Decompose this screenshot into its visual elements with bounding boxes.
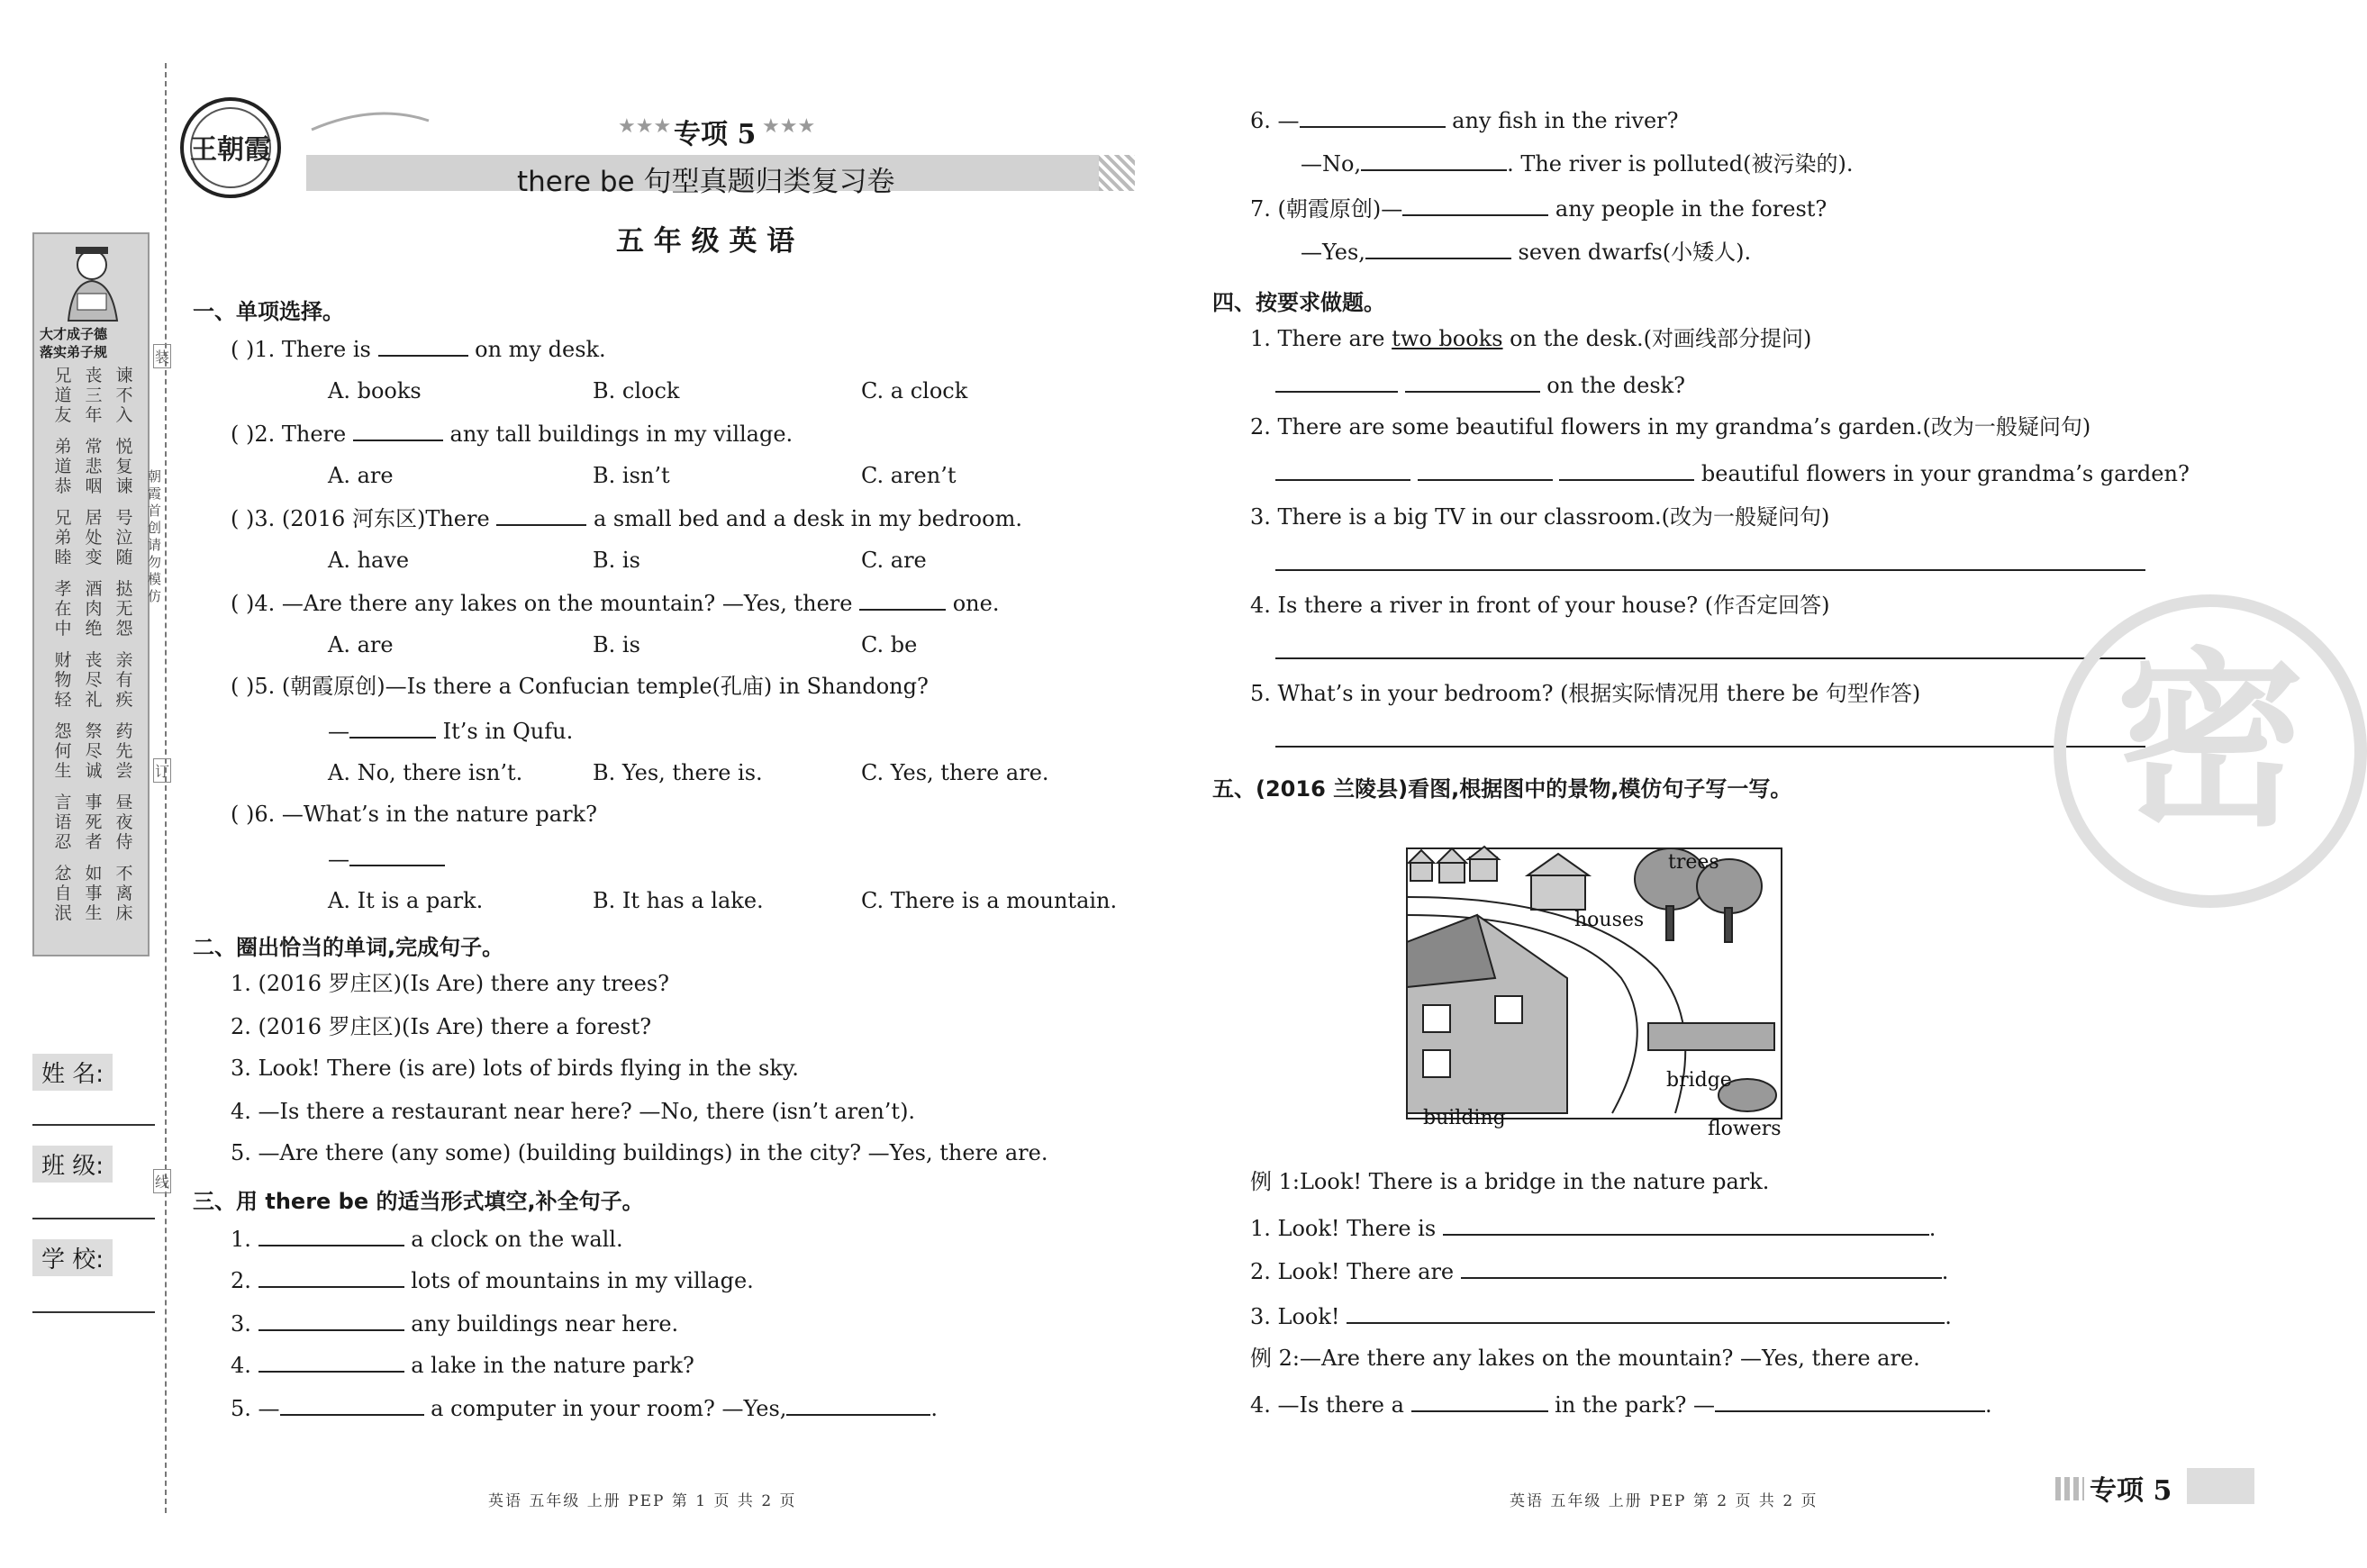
verse-char: 丧 <box>85 366 103 385</box>
p3-q6-answer: —No, . The river is polluted(被污染的). <box>1301 151 1854 177</box>
p4-q2-blank-3[interactable] <box>1559 461 1694 481</box>
school-label: 学 校: <box>32 1239 113 1276</box>
p3-q5-blank-2[interactable] <box>786 1396 930 1416</box>
verse-char: 挞 <box>115 579 133 599</box>
label-flowers: flowers <box>1708 1118 1782 1140</box>
verse-char: 咽 <box>85 476 103 496</box>
p4-q1-underlined: two books <box>1392 326 1503 351</box>
p1-q4-opt-c[interactable]: C. be <box>861 632 918 657</box>
verse-char: 睦 <box>54 548 72 567</box>
verse-char: 道 <box>54 385 72 405</box>
page-subtitle: 五 年 级 英 语 <box>616 225 795 258</box>
p3-q5: 5. — a computer in your room? —Yes, . <box>231 1396 939 1421</box>
verse-char: 自 <box>54 884 72 903</box>
verse-char: 孝 <box>54 579 72 599</box>
p4-q1-answer: on the desk? <box>1275 373 1685 396</box>
verse-char: 夜 <box>115 812 133 832</box>
p4-q5: 5. What’s in your bedroom? (根据实际情况用 there be 句型作答) <box>1250 681 1921 706</box>
footer-corner-band <box>2187 1468 2254 1504</box>
label-building: building <box>1423 1107 1506 1129</box>
part1-title: 一、单项选择。 <box>193 299 344 324</box>
p1-q5-blank[interactable] <box>349 719 436 739</box>
p4-q2: 2. There are some beautiful flowers in my grandma’s garden.(改为一般疑问句) <box>1250 414 2091 440</box>
verse-char: 在 <box>54 599 72 619</box>
verse-char: 尽 <box>85 670 103 690</box>
p1-q4: ( )4. —Are there any lakes on the mountain? —Yes, there one. <box>231 591 1000 616</box>
p5-q2: 2. Look! There are . <box>1250 1259 1949 1284</box>
p1-q3-opt-a[interactable]: A. have <box>328 548 410 573</box>
p1-q5-opt-b[interactable]: B. Yes, there is. <box>593 760 763 785</box>
p1-q3-opt-c[interactable]: C. are <box>861 548 927 573</box>
class-label: 班 级: <box>32 1146 113 1183</box>
verse-char: 疾 <box>115 690 133 710</box>
verse-char: 有 <box>115 670 133 690</box>
verse-char: 药 <box>115 721 133 741</box>
p1-q4-opt-b[interactable]: B. is <box>593 632 640 657</box>
p1-q1-opt-b[interactable]: B. clock <box>593 378 680 403</box>
p1-q5-opt-a[interactable]: A. No, there isn’t. <box>328 760 523 785</box>
binding-mark-3: 线 <box>153 1169 171 1193</box>
verse-char: 道 <box>54 457 72 476</box>
verse-11 <box>85 579 103 639</box>
verse-12 <box>115 579 133 639</box>
p1-q1: ( )1. There is on my desk. <box>231 337 606 362</box>
p1-q5: ( )5. (朝霞原创)—Is there a Confucian temple(孔庙) in Shandong? <box>231 674 929 699</box>
verse-char: 事 <box>85 793 103 812</box>
verse-char: 居 <box>85 508 103 528</box>
p4-q2-blank-2[interactable] <box>1418 461 1553 481</box>
verse-22 <box>54 864 72 923</box>
verse-char: 诚 <box>85 761 103 781</box>
p5-q4: 4. —Is there a in the park? — . <box>1250 1392 1992 1418</box>
part5-title: 五、(2016 兰陵县)看图,根据图中的景物,模仿句子写一写。 <box>1212 776 1792 802</box>
p1-q5-line2: — It’s in Qufu. <box>328 719 574 744</box>
verse-char: 事 <box>85 884 103 903</box>
verse-char: 离 <box>115 884 133 903</box>
p4-q1: 1. There are two books on the desk.(对画线部分提问) <box>1250 326 1812 351</box>
verse-char: 言 <box>54 793 72 812</box>
p3-q2-blank[interactable] <box>258 1268 404 1288</box>
p1-q2-opt-a[interactable]: A. are <box>328 463 394 488</box>
verse-20 <box>85 793 103 852</box>
p5-example1: 例 1:Look! There is a bridge in the nature park. <box>1250 1169 1770 1194</box>
verse-char: 亲 <box>115 650 133 670</box>
motto-line-1: 大才成子德 <box>40 326 108 342</box>
p3-q6: 6. — any fish in the river? <box>1250 108 1679 133</box>
verse-char: 者 <box>85 832 103 852</box>
p3-q4: 4. a lake in the nature park? <box>231 1353 694 1378</box>
verse-char: 中 <box>54 619 72 639</box>
name-field[interactable] <box>32 1124 155 1126</box>
verse-char: 财 <box>54 650 72 670</box>
p3-q7-answer-blank[interactable] <box>1365 240 1511 259</box>
verse-char: 谏 <box>115 366 133 385</box>
verse-8 <box>85 508 103 567</box>
label-trees: trees <box>1668 851 1719 874</box>
scholar-figure-icon <box>36 238 146 328</box>
part3-title: 三、用 there be 的适当形式填空,补全句子。 <box>193 1189 644 1214</box>
p5-q4-blank-1[interactable] <box>1411 1392 1548 1412</box>
verse-char: 丧 <box>85 650 103 670</box>
p2-q2[interactable]: 2. (2016 罗庄区)(Is Are) there a forest? <box>231 1014 652 1039</box>
verse-21 <box>115 793 133 852</box>
p2-q1[interactable]: 1. (2016 罗庄区)(Is Are) there any trees? <box>231 971 670 996</box>
verse-9 <box>115 508 133 567</box>
p4-q1-blank-2[interactable] <box>1405 373 1540 393</box>
verse-char: 祭 <box>85 721 103 741</box>
verse-char: 先 <box>115 741 133 761</box>
p1-q5-opt-c[interactable]: C. Yes, there are. <box>861 760 1049 785</box>
verse-14 <box>85 650 103 710</box>
p5-q2-blank[interactable] <box>1461 1259 1942 1279</box>
verse-char: 忿 <box>54 864 72 884</box>
verse-char: 如 <box>85 864 103 884</box>
p3-q6-answer-blank[interactable] <box>1361 151 1507 171</box>
verse-13 <box>54 650 72 710</box>
verse-1 <box>54 366 72 425</box>
verse-char: 变 <box>85 548 103 567</box>
p1-q2-opt-b[interactable]: B. isn’t <box>593 463 670 488</box>
copyright-notice: 朝霞首创 请勿模仿 <box>148 468 162 604</box>
stars-left: ★★★ <box>618 115 672 138</box>
p1-q6-line2: — <box>328 847 445 870</box>
verse-char: 弟 <box>54 437 72 457</box>
verse-char: 处 <box>85 528 103 548</box>
binding-mark-2: 订 <box>153 758 171 783</box>
verse-char: 死 <box>85 812 103 832</box>
binding-mark-1: 装 <box>153 344 171 368</box>
verse-char: 悦 <box>115 437 133 457</box>
p3-q7-blank[interactable] <box>1402 196 1548 216</box>
p3-q5-blank-1[interactable] <box>280 1396 424 1416</box>
p1-q6-opt-b[interactable]: B. It has a lake. <box>593 888 764 913</box>
verse-char: 常 <box>85 437 103 457</box>
verse-17 <box>85 721 103 781</box>
title-band-pattern <box>1099 155 1135 191</box>
p5-q1-blank[interactable] <box>1443 1216 1929 1236</box>
verse-char: 悲 <box>85 457 103 476</box>
p2-q5[interactable]: 5. —Are there (any some) (building buildings) in the city? —Yes, there are. <box>231 1140 1048 1165</box>
verse-char: 床 <box>115 903 133 923</box>
p4-q1-blank-1[interactable] <box>1275 373 1398 393</box>
name-label: 姓 名: <box>32 1054 113 1091</box>
verse-char: 年 <box>85 405 103 425</box>
binding-dashed-line <box>165 63 167 1513</box>
motto-line-2: 落实弟子规 <box>40 344 108 360</box>
verse-char: 谏 <box>115 476 133 496</box>
verse-char: 尝 <box>115 761 133 781</box>
verse-char: 不 <box>115 385 133 405</box>
p4-q3: 3. There is a big TV in our classroom.(改为一般疑问句) <box>1250 504 1830 530</box>
p4-q4: 4. Is there a river in front of your house? (作否定回答) <box>1250 593 1830 618</box>
confidential-watermark: 密 <box>2054 594 2367 908</box>
verse-char: 复 <box>115 457 133 476</box>
p3-q3: 3. any buildings near here. <box>231 1311 679 1337</box>
p1-q2-blank[interactable] <box>353 421 443 441</box>
p1-q1-opt-a[interactable]: A. books <box>328 378 422 403</box>
part2-title: 二、圈出恰当的单词,完成句子。 <box>193 935 504 960</box>
p3-q1: 1. a clock on the wall. <box>231 1227 623 1252</box>
verse-char: 肉 <box>85 599 103 619</box>
verse-7 <box>54 508 72 567</box>
school-field[interactable] <box>32 1311 155 1313</box>
verse-char: 生 <box>85 903 103 923</box>
verse-24 <box>115 864 133 923</box>
p1-q6: ( )6. —What’s in the nature park? <box>231 802 597 827</box>
verse-18 <box>115 721 133 781</box>
verse-char: 昼 <box>115 793 133 812</box>
p1-q2-opt-c[interactable]: C. aren’t <box>861 463 957 488</box>
p1-q3-opt-b[interactable]: B. is <box>593 548 640 573</box>
p1-q4-blank[interactable] <box>859 591 946 611</box>
verse-char: 绝 <box>85 619 103 639</box>
stars-right: ★★★ <box>762 115 816 138</box>
footer-corner-pattern <box>2055 1477 2084 1500</box>
verse-4 <box>54 437 72 496</box>
dizigui-sidebar <box>32 232 150 956</box>
page-title: there be 句型真题归类复习卷 <box>517 166 895 198</box>
verse-3 <box>115 366 133 425</box>
logo-text: 王朝霞 <box>190 134 271 166</box>
verse-char: 兄 <box>54 366 72 385</box>
verse-char: 忍 <box>54 832 72 852</box>
p3-q2: 2. lots of mountains in my village. <box>231 1268 754 1293</box>
p4-q4-answer-line[interactable] <box>1275 657 2145 659</box>
p2-q4[interactable]: 4. —Is there a restaurant near here? —No, there (isn’t aren’t). <box>231 1099 916 1124</box>
verse-char: 兄 <box>54 508 72 528</box>
p3-q3-blank[interactable] <box>258 1311 404 1331</box>
verse-16 <box>54 721 72 781</box>
p4-q3-answer-line[interactable] <box>1275 569 2145 571</box>
p2-q3[interactable]: 3. Look! There (is are) lots of birds flying in the sky. <box>231 1056 799 1081</box>
nature-park-picture <box>1405 843 1783 1140</box>
verse-10 <box>54 579 72 639</box>
verse-19 <box>54 793 72 852</box>
verse-char: 恭 <box>54 476 72 496</box>
label-houses: houses <box>1574 909 1645 931</box>
verse-char: 侍 <box>115 832 133 852</box>
p5-example2: 例 2:—Are there any lakes on the mountain? —Yes, there are. <box>1250 1346 1920 1371</box>
verse-char: 弟 <box>54 528 72 548</box>
p1-q2: ( )2. There any tall buildings in my village. <box>231 421 794 447</box>
verse-5 <box>85 437 103 496</box>
verse-char: 尽 <box>85 741 103 761</box>
verse-char: 礼 <box>85 690 103 710</box>
p3-q7: 7. (朝霞原创)— any people in the forest? <box>1250 196 1827 222</box>
verse-char: 酒 <box>85 579 103 599</box>
verse-char: 三 <box>85 385 103 405</box>
verse-char: 怨 <box>115 619 133 639</box>
p3-q7-answer: —Yes, seven dwarfs(小矮人). <box>1301 240 1752 265</box>
verse-char: 轻 <box>54 690 72 710</box>
p1-q3: ( )3. (2016 河东区)There a small bed and a desk in my bedroom. <box>231 506 1022 531</box>
footer-corner-label: 专项 5 <box>2090 1475 2172 1507</box>
verse-char: 物 <box>54 670 72 690</box>
verse-char: 号 <box>115 508 133 528</box>
p4-q2-answer: beautiful flowers in your grandma’s garden? <box>1275 461 2190 485</box>
verse-2 <box>85 366 103 425</box>
label-bridge: bridge <box>1666 1069 1732 1092</box>
verse-char: 泯 <box>54 903 72 923</box>
verse-15 <box>115 650 133 710</box>
verse-char: 友 <box>54 405 72 425</box>
p5-q3: 3. Look! . <box>1250 1304 1952 1329</box>
p1-q6-blank[interactable] <box>349 847 445 866</box>
verse-char: 语 <box>54 812 72 832</box>
footer-left: 英语 五年级 上册 PEP 第 1 页 共 2 页 <box>488 1492 797 1510</box>
verse-char: 不 <box>115 864 133 884</box>
verse-char: 入 <box>115 405 133 425</box>
p1-q3-blank[interactable] <box>496 506 586 526</box>
footer-right: 英语 五年级 上册 PEP 第 2 页 共 2 页 <box>1510 1492 1818 1510</box>
p5-q4-blank-2[interactable] <box>1715 1392 1985 1412</box>
verse-char: 随 <box>115 548 133 567</box>
p3-q6-blank[interactable] <box>1300 108 1446 128</box>
verse-char: 怨 <box>54 721 72 741</box>
part4-title: 四、按要求做题。 <box>1212 290 1385 315</box>
verse-char: 泣 <box>115 528 133 548</box>
p5-q1: 1. Look! There is . <box>1250 1216 1936 1241</box>
p1-q4-opt-a[interactable]: A. are <box>328 632 394 657</box>
p1-q1-blank[interactable] <box>378 337 468 357</box>
p1-q1-opt-c[interactable]: C. a clock <box>861 378 968 403</box>
verse-char: 无 <box>115 599 133 619</box>
verse-23 <box>85 864 103 923</box>
verse-6 <box>115 437 133 496</box>
p3-q1-blank[interactable] <box>258 1227 404 1246</box>
topic-label: 专项 5 <box>674 119 757 150</box>
p1-q6-opt-a[interactable]: A. It is a park. <box>328 888 484 913</box>
p5-q3-blank[interactable] <box>1347 1304 1945 1324</box>
p4-q5-answer-line[interactable] <box>1275 746 2145 748</box>
p4-q2-blank-1[interactable] <box>1275 461 1410 481</box>
verse-char: 生 <box>54 761 72 781</box>
p1-q6-opt-c[interactable]: C. There is a mountain. <box>861 888 1118 913</box>
p3-q4-blank[interactable] <box>258 1353 404 1373</box>
verse-char: 何 <box>54 741 72 761</box>
class-field[interactable] <box>32 1218 155 1219</box>
